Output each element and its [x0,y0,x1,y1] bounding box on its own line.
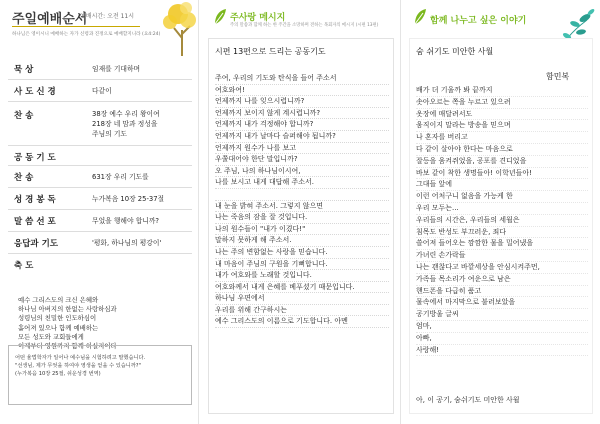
poem-line: 핸드폰을 다급히 품고 [416,286,588,298]
divider [8,231,192,232]
prayer-line: 말하지 못하게 해 주소서. [215,235,389,247]
prayer-line: 내가 여호와를 노래할 것입니다. [215,270,389,282]
service-time: 예배시간: 오전 11시 [80,13,135,20]
benediction-line: 모든 성도와 교회들에게 [18,332,84,341]
order-item-scripture [8,193,192,205]
prayer-line: 우리를 위해 간구하시는 [215,305,389,317]
prayer-line: 여호와여! [215,85,389,97]
bulletin-subline: 하나님은 영이시니 예배하는 자가 신령과 진정으로 예배할지니라 (요4:24) [12,32,161,37]
divider [8,145,192,146]
benediction-line: 흩어져 있으나 함께 예배하는 [18,323,99,332]
order-label: 응답과 기도 [14,239,59,249]
order-label: 찬 송 [14,111,34,121]
poem-line: 공기방울 글씨 [416,309,588,321]
notice-line: (누가복음 10장 25절, 쉬운성경 번역) [15,371,101,377]
poem-line: 나는 괜찮다고 바깥세상을 안심시켜주먼, [416,262,588,274]
prayer-line: 내 눈을 밝혀 주소서. 그렇지 않으면 [215,201,389,213]
divider [8,209,192,210]
prayer-line: 예수 그리스도의 이름으로 기도합니다. 아멘 [215,316,389,328]
order-item-hymn [8,109,192,145]
order-item-sermon [8,215,192,227]
order-item-hymn-2 [8,171,192,183]
poem-line: 우리들의 시간은, 우리들의 세월은 [416,215,588,227]
order-value: 다같이 [92,87,112,95]
poem-line: 나 혼자를 버리고 [416,132,588,144]
benediction-text [18,296,117,351]
order-label: 축 도 [14,261,34,271]
poem-line: 잘등을 움켜쥐었을, 공포를 견디었을 [416,156,588,168]
prayer-body [215,73,389,328]
poem-line: 옷장에 매달려서도 [416,109,588,121]
message-column [200,0,400,424]
poem-line: 침목도 반성도 부끄러운, 죄다 [416,227,588,239]
leaf-icon [413,8,428,26]
divider [8,253,192,254]
prayer-line [215,189,389,201]
order-value: 누가복음 10장 25-37절 [92,195,165,203]
prayer-line: 여호와께서 내게 은혜를 베푸셨기 때문입니다. [215,282,389,294]
poem-line: 이런 어처구니 없음을 가능케 한 [416,191,588,203]
prayer-line: 언제까지 나를 잊으시렵니까? [215,96,389,108]
order-label: 묵 상 [14,65,34,75]
prayer-line: 언제까지 보이지 않게 계시렵니까? [215,108,389,120]
poem-line: 사랑해! [416,345,588,357]
order-item-response [8,237,192,249]
benediction-line: 예수 그리스도의 크신 은혜와 [18,296,99,304]
poem-line: 물속에서 마지막으로 불러보았을 [416,297,588,309]
order-item-meditation [8,63,192,75]
divider [8,165,192,166]
column-divider [198,0,199,424]
order-value: 무었을 행해야 합니까? [92,217,160,225]
order-value: 임재를 기대하며 [92,65,141,73]
scripture-notice [15,354,145,378]
benediction-line: 하나님 아버지의 한없는 사랑하심과 [18,305,117,314]
order-value: 주님의 기도 [92,130,127,138]
order-value: 218장 네 맘과 정성을 [92,120,158,128]
scripture-notice-box [8,345,192,405]
poem-ending: 아, 이 공기, 숨쉬기도 미안한 사월 [416,396,520,404]
poem-sheet [409,38,593,414]
prayer-title: 시편 13편으로 드리는 공동기도 [215,47,326,56]
poem-body [416,85,588,356]
order-label: 말 씀 선 포 [14,217,56,227]
poem-line: 가녀린 손가락들 [416,250,588,262]
prayer-line: 우쭐대어야 한단 말입니까? [215,154,389,166]
order-item-creed [8,85,192,97]
benediction-line: 이제부터 영원까지 함께 하실지어다 [18,342,117,351]
order-value: '평화, 하나님의 평강이' [92,239,162,247]
prayer-line: 언제까지 내가 걱정해야 합니까? [215,119,389,131]
worship-order-column [0,0,197,424]
message-header [213,10,393,30]
prayer-line: 나를 보시고 내게 대답해 주소서. [215,177,389,189]
poem-line: 가족들 목소리가 여운으로 남은 [416,274,588,286]
notice-line: "선생님, 제가 무엇을 하여야 영생을 얻을 수 있습니까?" [15,363,141,369]
poem-line: 다 같이 살아야 한다는 마음으로 [416,144,588,156]
order-label: 성 경 봉 독 [14,195,56,205]
order-item-common-prayer [8,151,192,163]
bulletin-header [8,8,161,37]
poem-line: 쓸어져 들어오는 깜깜한 물을 밀어냈을 [416,238,588,250]
poem-line: 배가 더 기울까 봐 끝까지 [416,85,588,97]
order-label: 찬 송 [14,173,34,183]
poem-line: 엄마, [416,321,588,333]
order-item-benediction [8,259,192,271]
leaf-icon [213,8,228,26]
order-label: 사 도 신 경 [14,87,56,97]
prayer-sheet [208,38,394,414]
poem-line: 움직이지 말라는 방송을 믿으며 [416,120,588,132]
order-label: 공 동 기 도 [14,153,56,163]
poem-title: 숨 쉬기도 미안한 사월 [416,47,494,56]
tree-icon [152,0,197,56]
order-value: 38장 예수 우리 왕이여 [92,110,160,118]
prayer-line: 언제까지 내가 날마다 슬퍼해야 됩니까? [215,131,389,143]
poem-line: 솟아오르는 쪽을 누르고 있으려 [416,97,588,109]
story-column [401,0,600,424]
header-rule [12,26,140,27]
poem-line: 아빠, [416,333,588,345]
poem-line: 우리 모두는... [416,203,588,215]
message-subtitle: 주의 말씀과 함께 하는 한 주간을 소망하며 전하는 목회자의 메시지 (시편 13편) [230,23,379,28]
prayer-line: 나는 죽음의 잠을 잘 것입니다. [215,212,389,224]
divider [8,79,192,80]
divider [8,187,192,188]
prayer-line: 주여, 우리의 기도와 탄식을 들어 주소서 [215,73,389,85]
notice-line: 어떤 율법학자가 일어나 예수님을 시험하려고 말했습니다. [15,355,146,361]
prayer-line: 나는 주의 변함없는 사랑을 믿습니다. [215,247,389,259]
prayer-line: 오 주님, 나의 하나님이시여, [215,166,389,178]
order-value: 631장 우리 기도를 [92,173,149,181]
prayer-line: 내 마음이 주님의 구원을 기뻐합니다. [215,259,389,271]
prayer-line: 언제까지 원수가 나를 보고 [215,143,389,155]
benediction-line: 성령님의 친밀한 인도하심이 [18,314,97,323]
prayer-line: 하나님 우편에서 [215,293,389,305]
poem-author: 함민복 [546,72,570,81]
poem-line: 그대들 앞에 [416,179,588,191]
story-title: 함께 나누고 싶은 이야기 [430,16,527,26]
poem-line: 바보 같이 착한 생명들아! 이학년들아! [416,168,588,180]
divider [8,101,192,102]
prayer-line: 나의 원수들이 "내가 이겼다!" [215,224,389,236]
message-title: 주사랑 메시지 [230,13,286,23]
bulletin-title: 주일예배순서 [12,12,88,27]
